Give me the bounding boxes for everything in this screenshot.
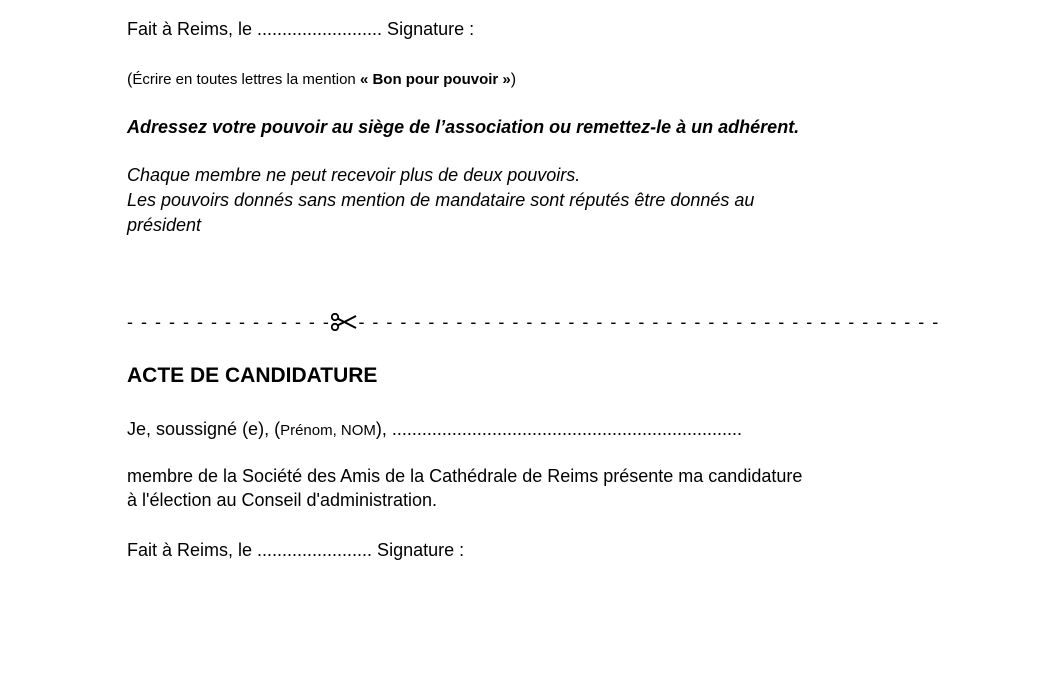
name-prefix: Je, soussigné (e), (: [127, 419, 281, 439]
rule-line-3: président: [127, 215, 202, 235]
mention-paren-open: (: [127, 71, 133, 88]
scissors-icon: [331, 313, 357, 331]
separator-dashes-left: - - - - - - - - - - - - - - -: [127, 312, 331, 332]
address-note: Adressez votre pouvoir au siège de l’association ou remettez-le à un adhérent.: [127, 117, 800, 137]
name-hint: Prénom, NOM: [280, 422, 376, 439]
mention-bold: « Bon pour pouvoir »: [359, 71, 511, 88]
mention-text: Écrire en toutes lettres la mention: [132, 71, 360, 88]
candidature-body-1: membre de la Société des Amis de la Cathédrale de Reims présente ma candidature: [127, 466, 803, 486]
rule-line-1: Chaque membre ne peut recevoir plus de deux pouvoirs.: [127, 165, 581, 185]
candidature-title: ACTE DE CANDIDATURE: [127, 364, 378, 387]
mention-instruction: [127, 72, 516, 88]
cut-separator: [127, 313, 940, 331]
name-line: [127, 420, 742, 438]
signature-line-pouvoir: Fait à Reims, le ......................... Signature :: [127, 19, 475, 39]
mention-paren-close: ): [510, 71, 517, 88]
separator-dashes-right: - - - - - - - - - - - - - - - - - - - - - - - - - - - - - - - - - - - - - - - - - -: [358, 312, 940, 332]
rule-line-2: Les pouvoirs donnés sans mention de mandataire sont réputés être donnés au: [127, 190, 755, 210]
signature-line-candidature: Fait à Reims, le ....................... Signature :: [127, 540, 465, 560]
candidature-body-2: à l'élection au Conseil d'administration.: [127, 490, 438, 510]
name-fill-dots: ), ......................................................................: [375, 419, 742, 439]
